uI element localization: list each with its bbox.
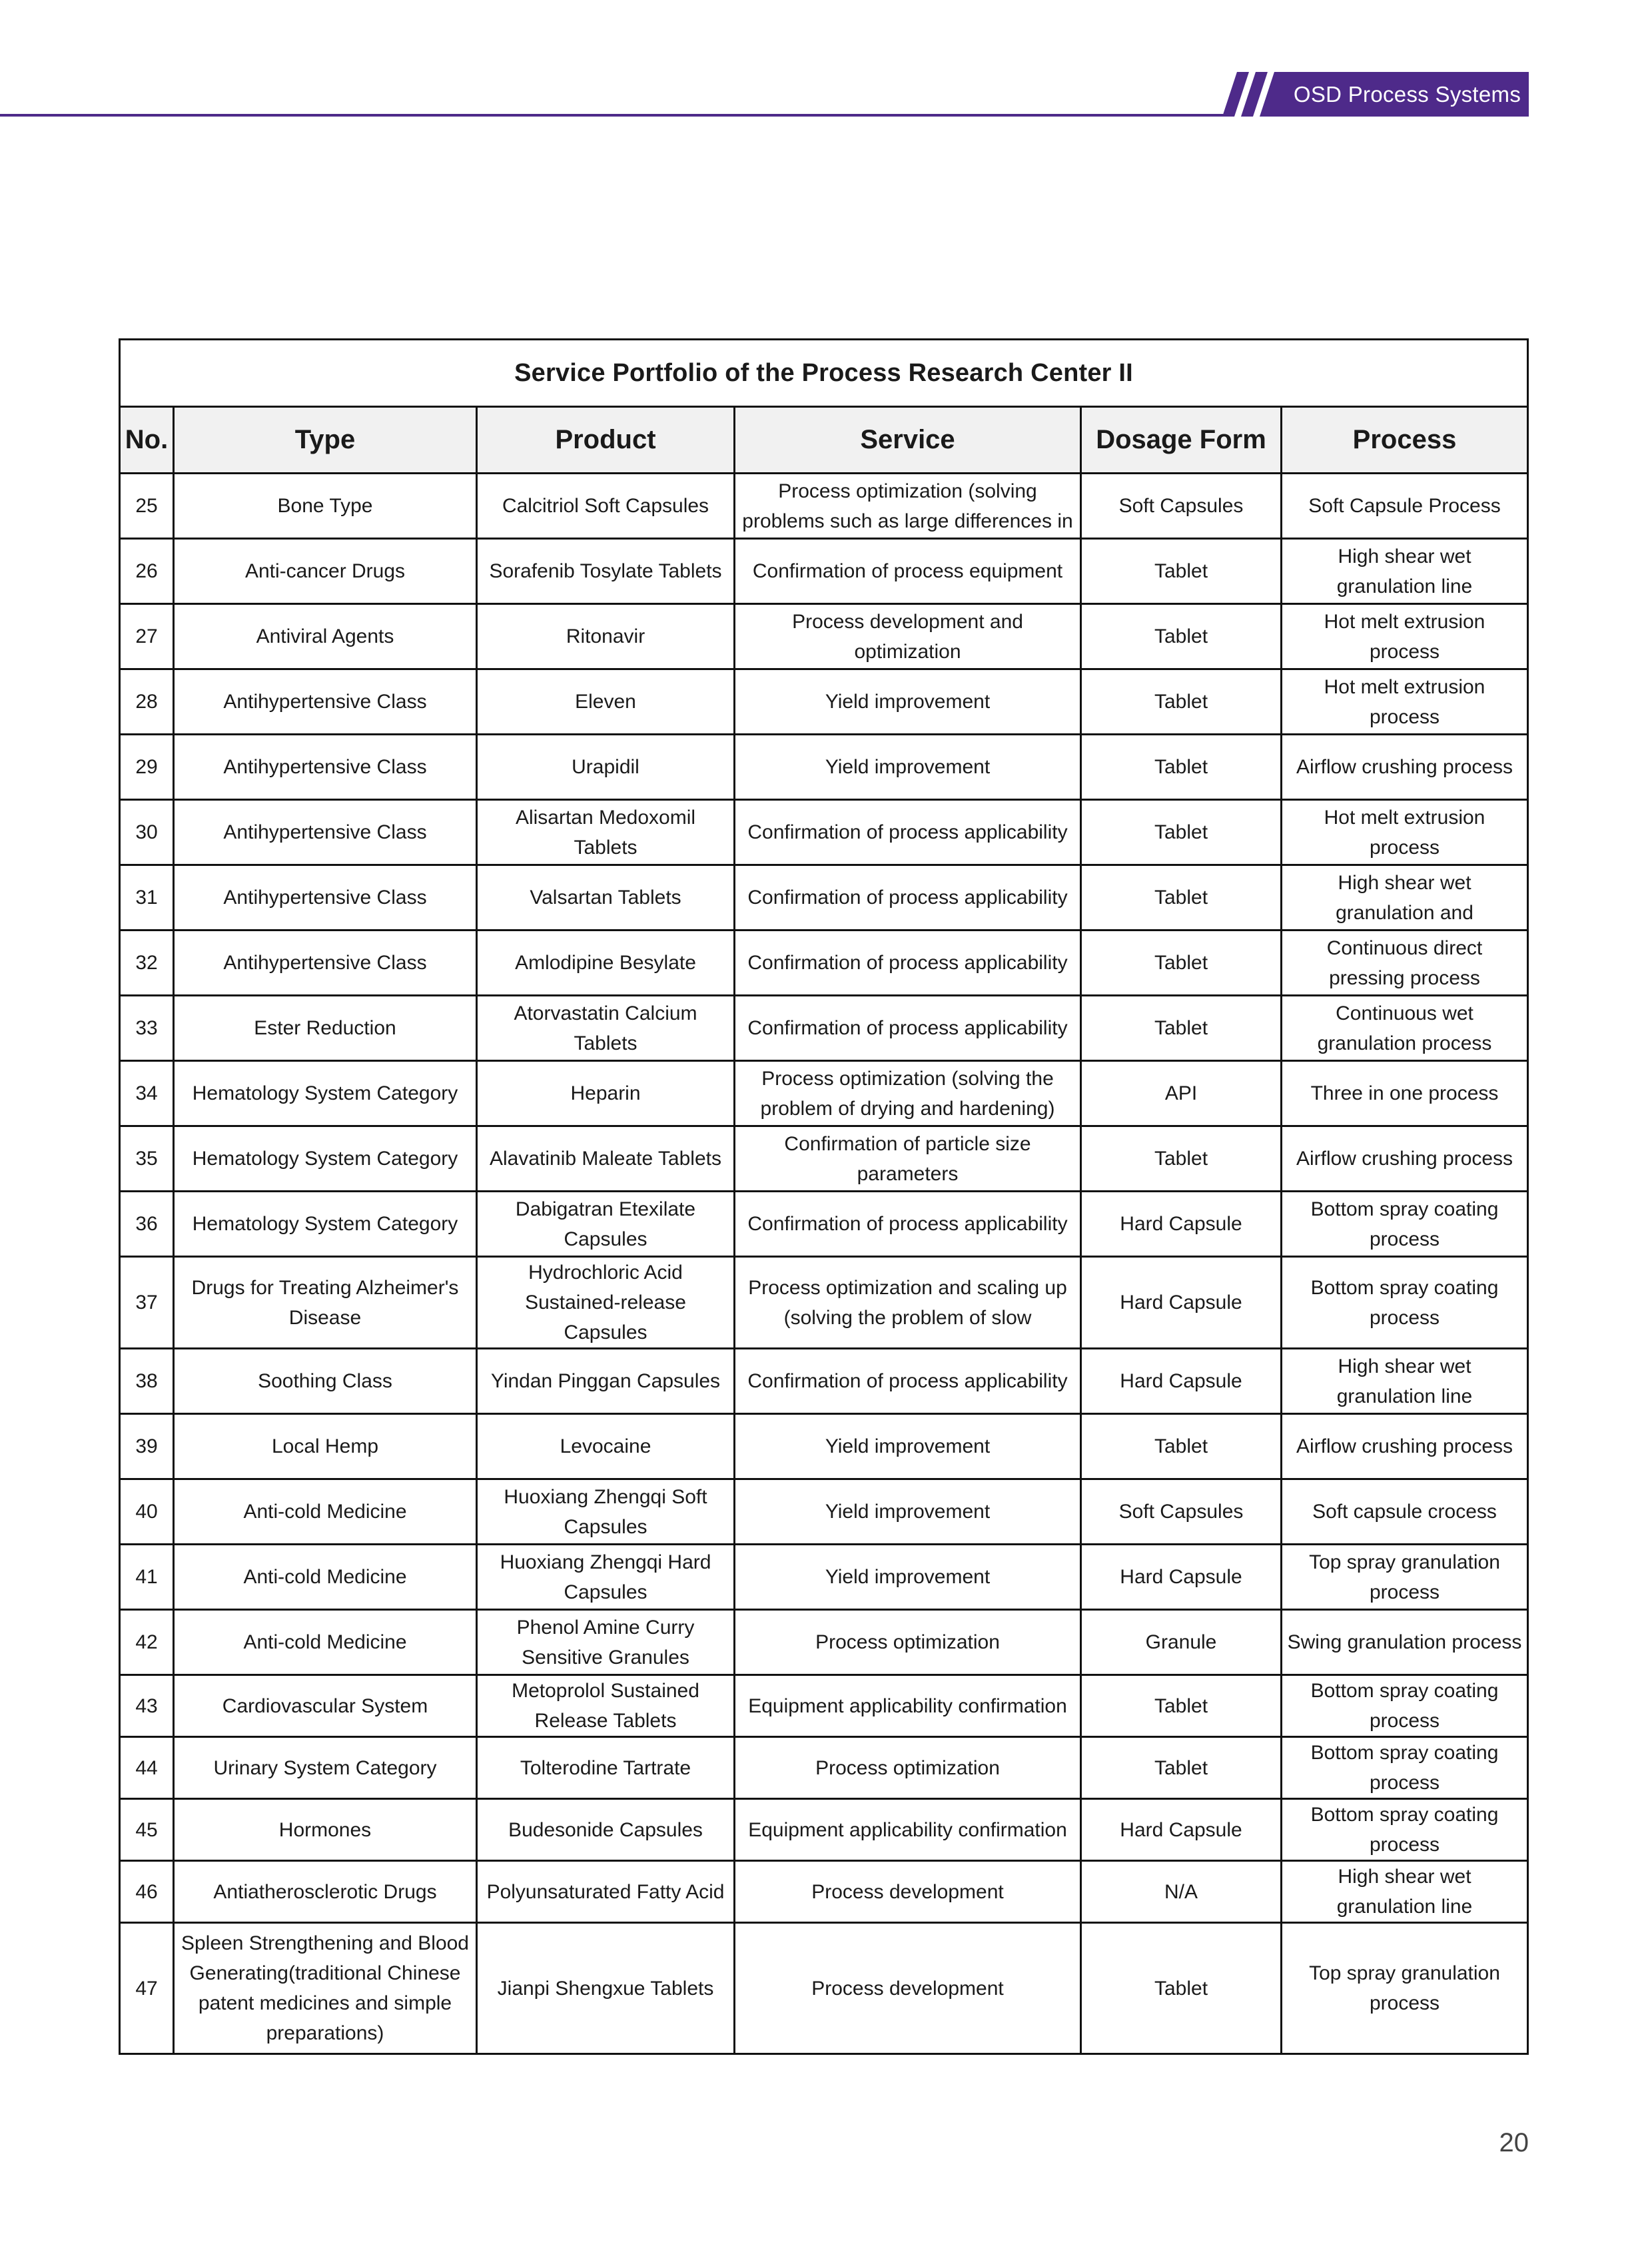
cell-service: Process optimization: [735, 1737, 1081, 1799]
cell-type: Ester Reduction: [174, 996, 477, 1061]
cell-no: 27: [120, 604, 174, 669]
cell-product: Amlodipine Besylate: [477, 931, 735, 996]
cell-type: Drugs for Treating Alzheimer's Disease: [174, 1257, 477, 1349]
table-row: [120, 931, 1528, 996]
cell-service: Equipment applicability confirmation: [735, 1675, 1081, 1737]
cell-service: Confirmation of process applicability: [735, 1192, 1081, 1257]
cell-dosage-form: Tablet: [1081, 669, 1282, 735]
cell-no: 39: [120, 1414, 174, 1479]
cell-product: Huoxiang Zhengqi Hard Capsules: [477, 1545, 735, 1610]
cell-process: Airflow crushing process: [1282, 735, 1528, 800]
cell-product: Jianpi Shengxue Tablets: [477, 1923, 735, 2054]
cell-service: Confirmation of process applicability: [735, 931, 1081, 996]
table-row: [120, 996, 1528, 1061]
cell-product: Atorvastatin Calcium Tablets: [477, 996, 735, 1061]
table-row: [120, 1126, 1528, 1192]
cell-service: Confirmation of particle size parameters: [735, 1126, 1081, 1192]
cell-dosage-form: Tablet: [1081, 1126, 1282, 1192]
cell-service: Confirmation of process applicability: [735, 996, 1081, 1061]
cell-product: Valsartan Tablets: [477, 865, 735, 931]
cell-dosage-form: Tablet: [1081, 735, 1282, 800]
slash-stripes-icon: [1222, 72, 1296, 117]
cell-type: Local Hemp: [174, 1414, 477, 1479]
cell-dosage-form: Hard Capsule: [1081, 1799, 1282, 1861]
cell-process: Bottom spray coating process: [1282, 1799, 1528, 1861]
table-row: [120, 1861, 1528, 1923]
cell-service: Equipment applicability confirmation: [735, 1799, 1081, 1861]
cell-type: Antihypertensive Class: [174, 735, 477, 800]
cell-product: Calcitriol Soft Capsules: [477, 474, 735, 539]
table-row: [120, 1675, 1528, 1737]
table-row: [120, 735, 1528, 800]
table-row: [120, 1799, 1528, 1861]
cell-product: Heparin: [477, 1061, 735, 1126]
cell-dosage-form: Tablet: [1081, 800, 1282, 865]
cell-dosage-form: Tablet: [1081, 996, 1282, 1061]
table-row: [120, 865, 1528, 931]
cell-service: Process development and optimization: [735, 604, 1081, 669]
cell-type: Antihypertensive Class: [174, 669, 477, 735]
cell-product: Metoprolol Sustained Release Tablets: [477, 1675, 735, 1737]
cell-dosage-form: Tablet: [1081, 604, 1282, 669]
cell-process: High shear wet granulation line: [1282, 1349, 1528, 1414]
cell-no: 34: [120, 1061, 174, 1126]
cell-service: Process development: [735, 1923, 1081, 2054]
cell-dosage-form: Granule: [1081, 1610, 1282, 1675]
column-header-type: Type: [174, 407, 477, 474]
cell-product: Sorafenib Tosylate Tablets: [477, 539, 735, 604]
cell-product: Huoxiang Zhengqi Soft Capsules: [477, 1479, 735, 1545]
cell-dosage-form: Hard Capsule: [1081, 1192, 1282, 1257]
cell-type: Urinary System Category: [174, 1737, 477, 1799]
column-header-product: Product: [477, 407, 735, 474]
cell-dosage-form: Tablet: [1081, 1675, 1282, 1737]
cell-product: Tolterodine Tartrate: [477, 1737, 735, 1799]
cell-process: High shear wet granulation line: [1282, 539, 1528, 604]
service-portfolio-table: [119, 338, 1527, 2055]
cell-type: Spleen Strengthening and Blood Generating(traditional Chinese patent medicines and simple preparations): [174, 1923, 477, 2054]
cell-service: Process development: [735, 1861, 1081, 1923]
cell-no: 47: [120, 1923, 174, 2054]
cell-service: Yield improvement: [735, 1545, 1081, 1610]
cell-product: Alavatinib Maleate Tablets: [477, 1126, 735, 1192]
cell-no: 46: [120, 1861, 174, 1923]
cell-process: Hot melt extrusion process: [1282, 669, 1528, 735]
header-rule: [0, 114, 1232, 117]
column-header-service: Service: [735, 407, 1081, 474]
cell-process: Bottom spray coating process: [1282, 1675, 1528, 1737]
cell-process: Bottom spray coating process: [1282, 1192, 1528, 1257]
cell-type: Cardiovascular System: [174, 1675, 477, 1737]
cell-dosage-form: Tablet: [1081, 1737, 1282, 1799]
table-row: [120, 539, 1528, 604]
cell-product: Dabigatran Etexilate Capsules: [477, 1192, 735, 1257]
table-row: [120, 1349, 1528, 1414]
cell-service: Process optimization (solving problems such as large differences in: [735, 474, 1081, 539]
cell-no: 31: [120, 865, 174, 931]
cell-dosage-form: N/A: [1081, 1861, 1282, 1923]
cell-no: 45: [120, 1799, 174, 1861]
cell-no: 32: [120, 931, 174, 996]
column-header-process: Process: [1282, 407, 1528, 474]
cell-service: Confirmation of process applicability: [735, 800, 1081, 865]
cell-product: Levocaine: [477, 1414, 735, 1479]
cell-type: Antihypertensive Class: [174, 800, 477, 865]
column-header-dosage-form: Dosage Form: [1081, 407, 1282, 474]
section-label: OSD Process Systems: [1286, 72, 1529, 117]
cell-product: Alisartan Medoxomil Tablets: [477, 800, 735, 865]
cell-process: Soft capsule crocess: [1282, 1479, 1528, 1545]
table-row: [120, 1737, 1528, 1799]
cell-no: 25: [120, 474, 174, 539]
cell-process: Swing granulation process: [1282, 1610, 1528, 1675]
cell-no: 40: [120, 1479, 174, 1545]
cell-no: 28: [120, 669, 174, 735]
cell-no: 33: [120, 996, 174, 1061]
cell-type: Hematology System Category: [174, 1126, 477, 1192]
cell-no: 41: [120, 1545, 174, 1610]
cell-no: 44: [120, 1737, 174, 1799]
cell-dosage-form: Tablet: [1081, 931, 1282, 996]
cell-dosage-form: Hard Capsule: [1081, 1257, 1282, 1349]
cell-process: High shear wet granulation line: [1282, 1861, 1528, 1923]
cell-dosage-form: Hard Capsule: [1081, 1545, 1282, 1610]
cell-process: Airflow crushing process: [1282, 1126, 1528, 1192]
cell-dosage-form: Tablet: [1081, 539, 1282, 604]
table-row: [120, 1610, 1528, 1675]
cell-service: Process optimization and scaling up (solving the problem of slow: [735, 1257, 1081, 1349]
cell-no: 42: [120, 1610, 174, 1675]
table-row: [120, 1923, 1528, 2054]
cell-dosage-form: Hard Capsule: [1081, 1349, 1282, 1414]
cell-type: Anti-cancer Drugs: [174, 539, 477, 604]
cell-product: Ritonavir: [477, 604, 735, 669]
cell-product: Budesonide Capsules: [477, 1799, 735, 1861]
cell-no: 29: [120, 735, 174, 800]
section-banner: [1222, 72, 1529, 117]
cell-process: Soft Capsule Process: [1282, 474, 1528, 539]
cell-dosage-form: Tablet: [1081, 1414, 1282, 1479]
cell-product: Eleven: [477, 669, 735, 735]
cell-dosage-form: Tablet: [1081, 865, 1282, 931]
cell-service: Confirmation of process equipment: [735, 539, 1081, 604]
page-number: 20: [1499, 2128, 1529, 2157]
table-row: [120, 1414, 1528, 1479]
cell-service: Yield improvement: [735, 735, 1081, 800]
cell-product: Phenol Amine Curry Sensitive Granules: [477, 1610, 735, 1675]
cell-process: Bottom spray coating process: [1282, 1257, 1528, 1349]
cell-type: Soothing Class: [174, 1349, 477, 1414]
cell-process: Top spray granulation process: [1282, 1923, 1528, 2054]
table-row: [120, 1192, 1528, 1257]
cell-service: Confirmation of process applicability: [735, 865, 1081, 931]
cell-type: Antiviral Agents: [174, 604, 477, 669]
cell-type: Hematology System Category: [174, 1061, 477, 1126]
cell-type: Hormones: [174, 1799, 477, 1861]
cell-product: Polyunsaturated Fatty Acid: [477, 1861, 735, 1923]
table-row: [120, 669, 1528, 735]
cell-no: 35: [120, 1126, 174, 1192]
table-row: [120, 604, 1528, 669]
cell-service: Yield improvement: [735, 669, 1081, 735]
table-title: Service Portfolio of the Process Research Center II: [120, 340, 1528, 407]
table-header-row: [120, 407, 1528, 474]
cell-product: Hydrochloric Acid Sustained-release Capsules: [477, 1257, 735, 1349]
column-header-no: No.: [120, 407, 174, 474]
cell-process: Hot melt extrusion process: [1282, 604, 1528, 669]
cell-service: Confirmation of process applicability: [735, 1349, 1081, 1414]
cell-no: 37: [120, 1257, 174, 1349]
table-row: [120, 1257, 1528, 1349]
cell-dosage-form: API: [1081, 1061, 1282, 1126]
cell-type: Anti-cold Medicine: [174, 1479, 477, 1545]
cell-process: Bottom spray coating process: [1282, 1737, 1528, 1799]
cell-dosage-form: Soft Capsules: [1081, 474, 1282, 539]
table-row: [120, 800, 1528, 865]
cell-no: 38: [120, 1349, 174, 1414]
table-row: [120, 474, 1528, 539]
cell-type: Anti-cold Medicine: [174, 1610, 477, 1675]
table-row: [120, 1479, 1528, 1545]
cell-product: Urapidil: [477, 735, 735, 800]
cell-process: Three in one process: [1282, 1061, 1528, 1126]
cell-type: Antihypertensive Class: [174, 865, 477, 931]
table-row: [120, 1061, 1528, 1126]
cell-no: 26: [120, 539, 174, 604]
cell-dosage-form: Tablet: [1081, 1923, 1282, 2054]
table-title-row: [120, 340, 1528, 407]
cell-service: Process optimization: [735, 1610, 1081, 1675]
cell-process: Continuous direct pressing process: [1282, 931, 1528, 996]
cell-process: High shear wet granulation and: [1282, 865, 1528, 931]
cell-no: 36: [120, 1192, 174, 1257]
cell-type: Antihypertensive Class: [174, 931, 477, 996]
cell-dosage-form: Soft Capsules: [1081, 1479, 1282, 1545]
cell-service: Process optimization (solving the problem of drying and hardening): [735, 1061, 1081, 1126]
cell-process: Hot melt extrusion process: [1282, 800, 1528, 865]
cell-process: Continuous wet granulation process: [1282, 996, 1528, 1061]
cell-product: Yindan Pinggan Capsules: [477, 1349, 735, 1414]
cell-process: Airflow crushing process: [1282, 1414, 1528, 1479]
cell-type: Hematology System Category: [174, 1192, 477, 1257]
cell-process: Top spray granulation process: [1282, 1545, 1528, 1610]
cell-type: Anti-cold Medicine: [174, 1545, 477, 1610]
cell-no: 43: [120, 1675, 174, 1737]
cell-no: 30: [120, 800, 174, 865]
cell-service: Yield improvement: [735, 1479, 1081, 1545]
cell-service: Yield improvement: [735, 1414, 1081, 1479]
table-row: [120, 1545, 1528, 1610]
cell-type: Antiatherosclerotic Drugs: [174, 1861, 477, 1923]
cell-type: Bone Type: [174, 474, 477, 539]
